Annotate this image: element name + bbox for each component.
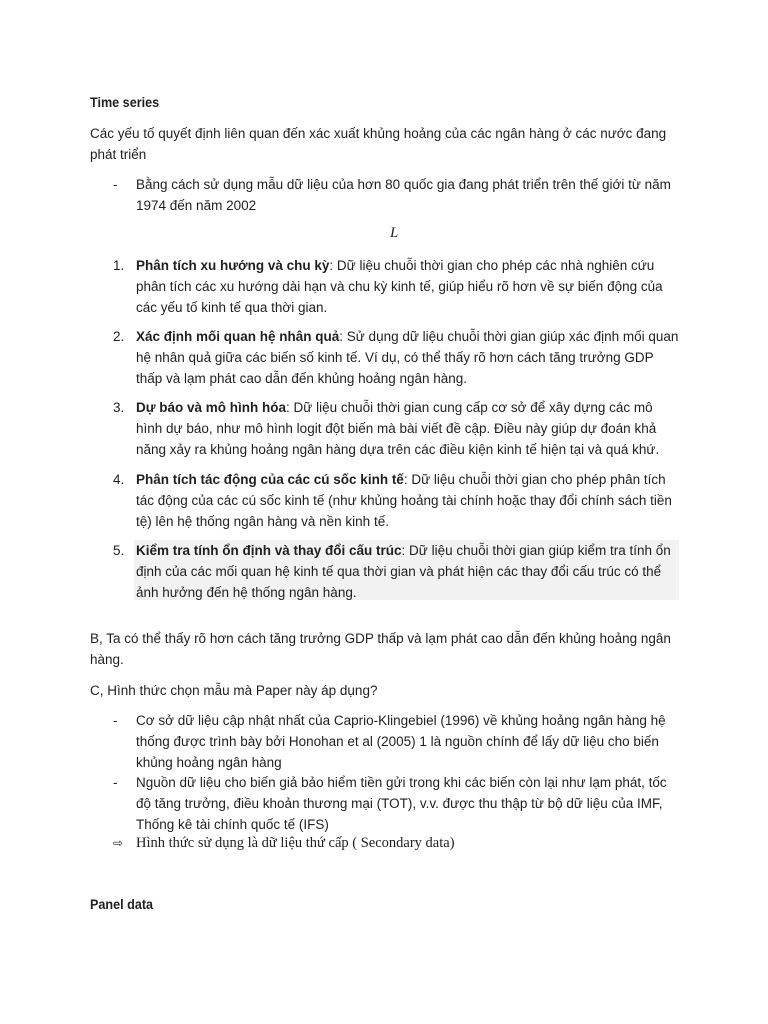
- item-number: 4.: [113, 472, 125, 487]
- arrow-conclusion-text: Hình thức sử dụng là dữ liệu thứ cấp ( Secondary data): [136, 835, 455, 851]
- item-text: : Dữ liệu chuỗi thời gian giúp kiểm tra tính ổn định của các mối quan hệ kinh tế qua thời gian và phát hiện các thay đổi cấu trúc có thể ảnh hưởng đến hệ thống ngân hàng.: [136, 543, 671, 600]
- item-text: : Dữ liệu chuỗi thời gian cho phép phân tích tác động của các cú sốc kinh tế (như khủng hoảng tài chính hoặc thay đổi chính sách tiền tệ) lên hệ thống ngân hàng và nền kinh tế.: [136, 472, 672, 529]
- item-number: 3.: [113, 400, 125, 415]
- bullet-sample-text: Bằng cách sử dụng mẫu dữ liệu của hơn 80 quốc gia đang phát triển trên thế giới từ năm 1974 đến năm 2002: [136, 177, 671, 213]
- item-title: Phân tích tác động của các cú sốc kinh tế: [136, 472, 404, 487]
- item-number: 1.: [113, 258, 125, 273]
- paragraph-c: C, Hình thức chọn mẫu mà Paper này áp dụng?: [90, 683, 378, 698]
- item-title: Xác định mối quan hệ nhân quả: [136, 329, 340, 344]
- heading-time-series: Time series: [90, 94, 160, 110]
- item-number: 2.: [113, 329, 125, 344]
- dash-bullet: -: [113, 775, 118, 790]
- item-text: : Sử dụng dữ liệu chuỗi thời gian giúp xác định mối quan hệ nhân quả giữa các biến số kinh tế. Ví dụ, có thể thấy rõ hơn cách tăng trưởng GDP thấp và lạm phát cao dẫn đến khủng hoảng ngân hàng.: [136, 329, 679, 386]
- item-title: Kiểm tra tính ổn định và thay đổi cấu trúc: [136, 543, 402, 558]
- dash-bullet: -: [113, 177, 118, 192]
- bullet-c-2-text: Nguồn dữ liệu cho biến giả bảo hiểm tiền gửi trong khi các biến còn lại như lạm phát, tốc độ tăng trưởng, điều khoản thương mại (TOT), v.v. được thu thập từ bộ dữ liệu của IMF, Thống kê tài chính quốc tế (IFS): [136, 775, 667, 832]
- heading-panel-data: Panel data: [90, 896, 154, 912]
- center-mark: L: [390, 225, 399, 241]
- intro-paragraph: Các yếu tố quyết định liên quan đến xác xuất khủng hoảng của các ngân hàng ở các nước đang phát triển: [90, 126, 667, 162]
- item-text: : Dữ liệu chuỗi thời gian cho phép các nhà nghiên cứu phân tích các xu hướng dài hạn và chu kỳ kinh tế, giúp hiểu rõ hơn về sự biến động của các yếu tố kinh tế qua thời gian.: [136, 258, 663, 315]
- item-title: Phân tích xu hướng và chu kỳ: [136, 258, 330, 273]
- dash-bullet: -: [113, 713, 118, 728]
- bullet-c-1-text: Cơ sở dữ liệu cập nhật nhất của Caprio-Klingebiel (1996) về khủng hoảng ngân hàng hệ thống được trình bày bởi Honohan et al (2005) 1 là nguồn chính để lấy dữ liệu cho biến khủng hoảng ngân hàng: [136, 713, 666, 770]
- arrow-right-icon: ⇨: [113, 836, 124, 850]
- item-number: 5.: [113, 543, 125, 558]
- item-title: Dự báo và mô hình hóa: [136, 400, 287, 415]
- item-text: : Dữ liệu chuỗi thời gian cung cấp cơ sở để xây dựng các mô hình dự báo, như mô hình logit đột biến mà bài viết đề cập. Điều này giúp dự đoán khả năng xảy ra khủng hoảng ngân hàng dựa trên các điều kiện kinh tế hiện tại và quá khứ.: [136, 400, 660, 457]
- paragraph-b: B, Ta có thể thấy rõ hơn cách tăng trưởng GDP thấp và lạm phát cao dẫn đến khủng hoảng ngân hàng.: [90, 631, 671, 667]
